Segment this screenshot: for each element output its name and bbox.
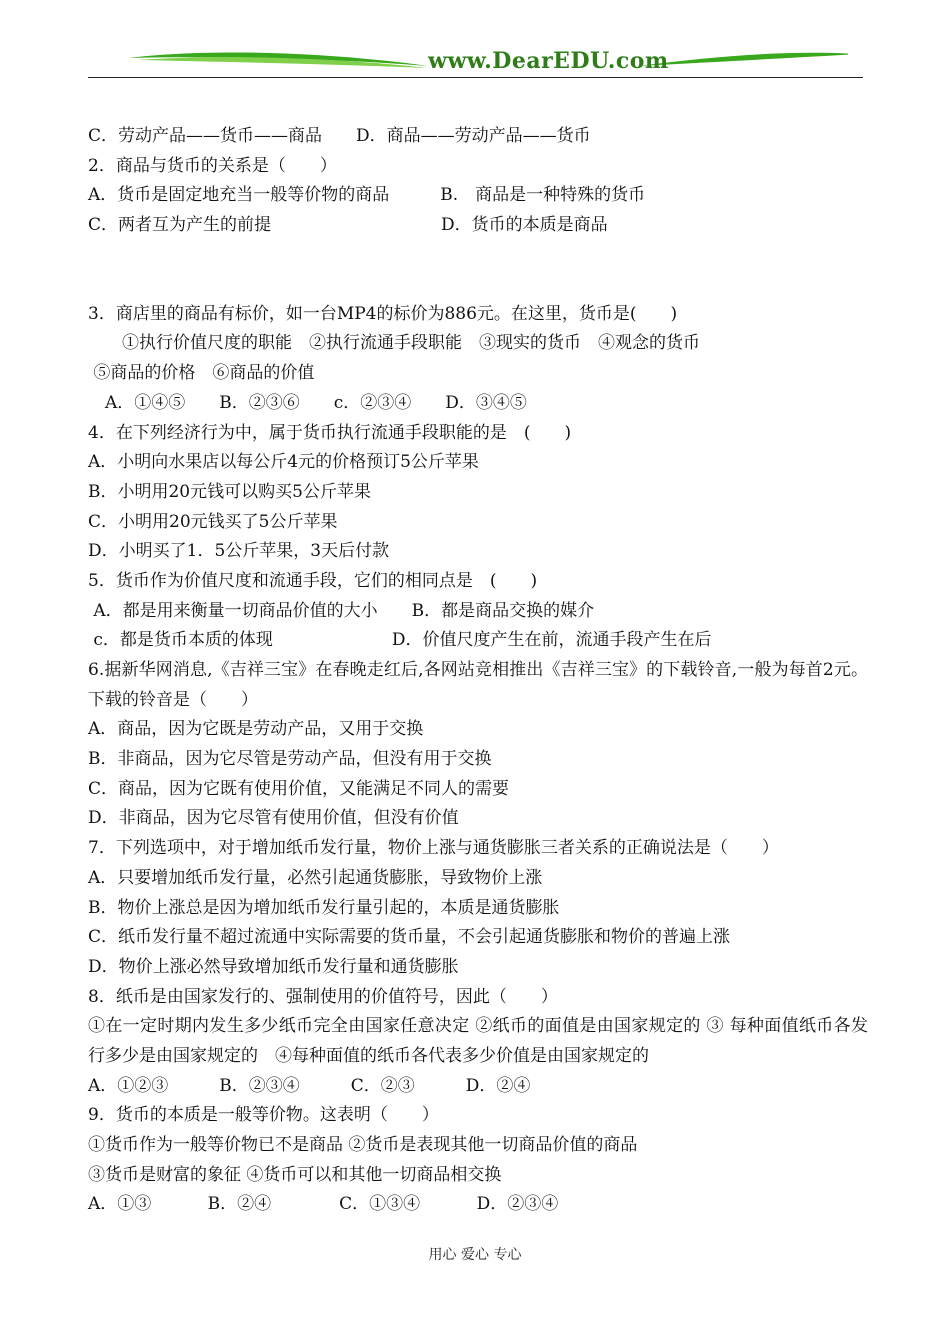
text-line: B．非商品，因为它尽管是劳动产品，但没有用于交换 (88, 749, 492, 770)
text-line: C．商品，因为它既有使用价值，又能满足不同人的需要 (88, 778, 510, 799)
text-line: B．物价上涨总是因为增加纸币发行量引起的，本质是通货膨胀 (88, 897, 560, 918)
text-line: D．小明买了1．5公斤苹果，3天后付款 (88, 541, 390, 562)
text-line: ①执行价值尺度的职能 ②执行流通手段职能 ③现实的货币 ④观念的货币 (88, 333, 700, 354)
text-line: D．物价上涨必然导致增加纸币发行量和通货膨胀 (88, 956, 459, 977)
question-6-stem: 6.据新华网消息,《吉祥三宝》在春晚走红后,各网站竞相推出《吉祥三宝》的下载铃音,一般为每首2元。下载的铃音是（ ） (88, 660, 868, 710)
header-rule (88, 77, 863, 79)
text-line: D．非商品，因为它尽管有使用价值，但没有价值 (88, 808, 459, 829)
text-line: A．①④⑤ B．②③⑥ c．②③④ D．③④⑤ (88, 392, 527, 413)
question-7-stem: 7．下列选项中，对于增加纸币发行量，物价上涨与通货膨胀三者关系的正确说法是（ ） (88, 838, 779, 859)
text-line: ③货币是财富的象征 ④货币可以和其他一切商品相交换 (88, 1164, 502, 1185)
question-2-stem: 2．商品与货币的关系是（ ） (88, 155, 337, 176)
text-line: ⑤商品的价格 ⑥商品的价值 (88, 363, 315, 384)
question-content (88, 122, 868, 1220)
text-line: B．小明用20元钱可以购买5公斤苹果 (88, 481, 371, 502)
question-8-stem: 8．纸币是由国家发行的、强制使用的价值符号，因此（ ） (88, 986, 558, 1007)
text-line: A．商品，因为它既是劳动产品，又用于交换 (88, 719, 424, 740)
question-5-stem: 5．货币作为价值尺度和流通手段，它们的相同点是 ( ) (88, 570, 538, 591)
text-line: ①在一定时期内发生多少纸币完全由国家任意决定 ②纸币的面值是由国家规定的 ③ 每种面值纸币各发行多少是由国家规定的 ④每种面值的纸币各代表多少价值是由国家规定的 (88, 1016, 868, 1066)
text-line: C．劳动产品——货币——商品 D．商品——劳动产品——货币 (88, 126, 591, 146)
text-line: A．①②③ B．②③④ C．②③ D．②④ (88, 1075, 531, 1096)
page-header (88, 44, 863, 78)
text-line: c．都是货币本质的体现 D．价值尺度产生在前，流通手段产生在后 (88, 630, 712, 651)
text-line: A．①③ B．②④ C．①③④ D．②③④ (88, 1194, 559, 1215)
site-logo-text: www.DearEDU.com (428, 48, 669, 74)
page-footer: 用心 爱心 专心 (428, 1247, 522, 1263)
text-line: A．货币是固定地充当一般等价物的商品 B. 商品是一种特殊的货币 (88, 185, 646, 206)
question-3-stem: 3．商店里的商品有标价，如一台MP4的标价为886元。在这里，货币是( ) (88, 303, 678, 324)
text-line: A．都是用来衡量一切商品价值的大小 B．都是商品交换的媒介 (88, 600, 595, 621)
text-line: A．只要增加纸币发行量，必然引起通货膨胀，导致物价上涨 (88, 867, 543, 888)
text-line: A．小明向水果店以每公斤4元的价格预订5公斤苹果 (88, 452, 479, 473)
question-4-stem: 4．在下列经济行为中，属于货币执行流通手段职能的是 ( ) (88, 422, 572, 443)
blank-gap (88, 241, 868, 300)
text-line: C．小明用20元钱买了5公斤苹果 (88, 511, 338, 532)
text-line: ①货币作为一般等价物已不是商品 ②货币是表现其他一切商品价值的商品 (88, 1135, 638, 1156)
text-line: C．纸币发行量不超过流通中实际需要的货币量，不会引起通货膨胀和物价的普遍上涨 (88, 927, 731, 948)
question-9-stem: 9．货币的本质是一般等价物。这表明（ ） (88, 1105, 439, 1126)
text-line: C．两者互为产生的前提 D．货币的本质是商品 (88, 215, 608, 236)
